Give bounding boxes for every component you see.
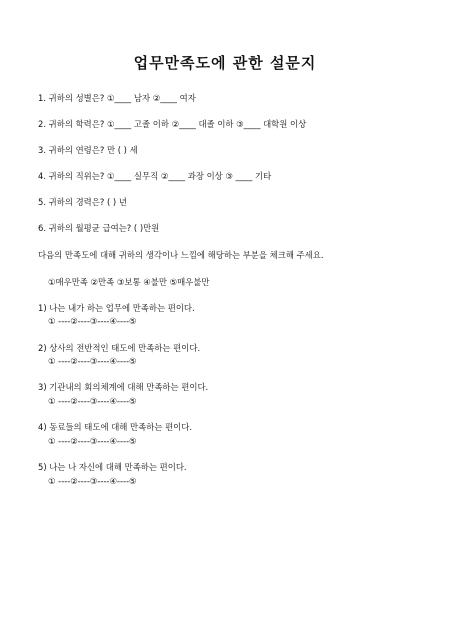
page-title: 업무만족도에 관한 설문지 <box>133 54 317 72</box>
item-4-question: 4) 동료들의 태도에 대해 만족하는 편이다. <box>38 422 193 432</box>
item-3-scale: ① ----②----③----④----⑤ <box>48 396 137 406</box>
instruction-text: 다음의 만족도에 대해 귀하의 생각이나 느낌에 해당하는 부분을 체크해 주세요. <box>38 250 324 260</box>
item-5-scale: ① ----②----③----④----⑤ <box>48 476 137 486</box>
item-5-question: 5) 나는 나 자신에 대해 만족하는 편이다. <box>38 462 187 472</box>
question-age: 3. 귀하의 연령은? 만 ( ) 세 <box>38 145 138 155</box>
item-3-question: 3) 기관내의 회의체계에 대해 만족하는 편이다. <box>38 382 209 392</box>
item-1-question: 1) 나는 내가 하는 업무에 만족하는 편이다. <box>38 303 195 313</box>
item-4-scale: ① ----②----③----④----⑤ <box>48 436 137 446</box>
question-position: 4. 귀하의 직위는? ①____ 실무직 ②____ 과장 이상 ③ ____ 기타 <box>38 171 272 181</box>
question-experience: 5. 귀하의 경력은? ( ) 년 <box>38 197 127 207</box>
rating-legend: ①매우만족 ②만족 ③보통 ④불만 ⑤매우불만 <box>48 277 210 287</box>
item-2-question: 2) 상사의 전반적인 태도에 만족하는 편이다. <box>38 343 201 353</box>
item-2-scale: ① ----②----③----④----⑤ <box>48 356 137 366</box>
item-1-scale: ① ----②----③----④----⑤ <box>48 316 137 326</box>
question-gender: 1. 귀하의 성별은? ①____ 남자 ②____ 여자 <box>38 93 196 103</box>
question-salary: 6. 귀하의 월평균 급여는? ( )만원 <box>38 223 160 233</box>
question-education: 2. 귀하의 학력은? ①____ 고졸 이하 ②____ 대졸 이하 ③____ 대학원 이상 <box>38 119 307 129</box>
